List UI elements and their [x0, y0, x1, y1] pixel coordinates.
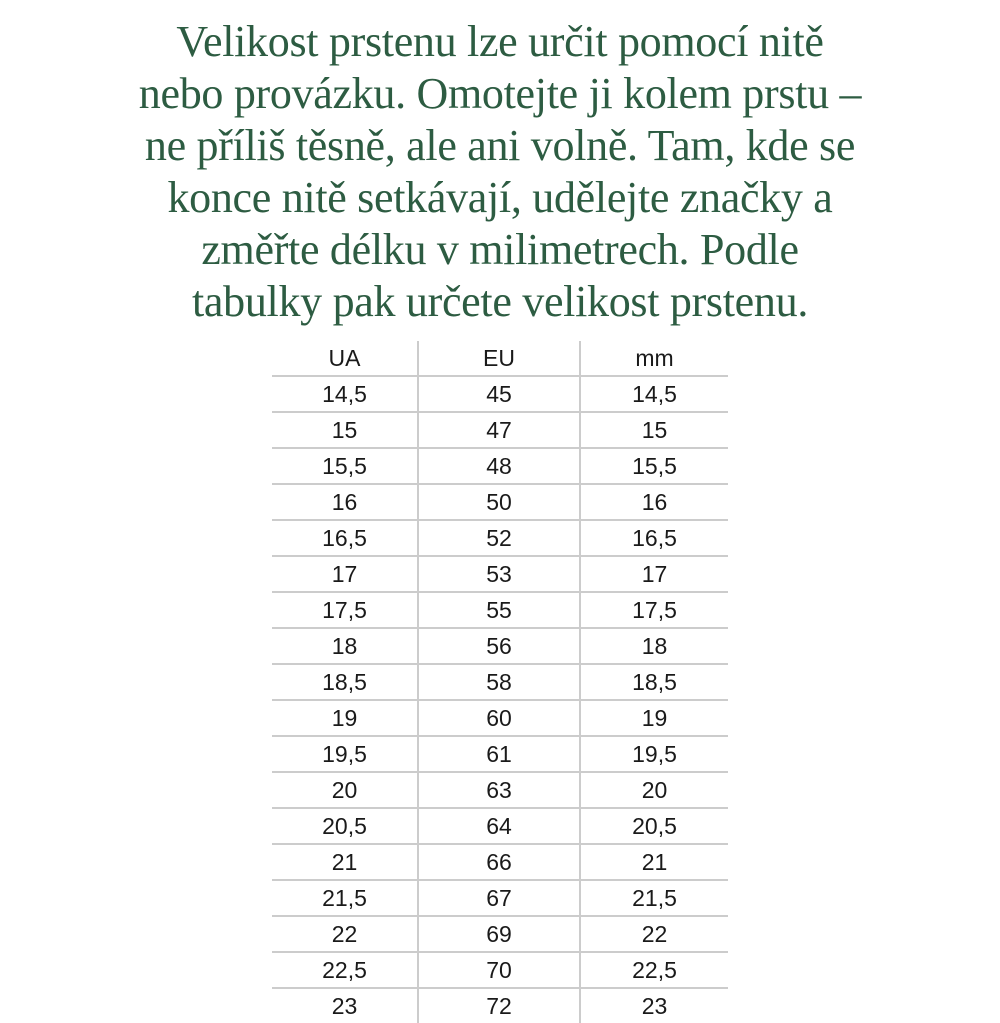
- table-cell: 45: [418, 376, 580, 412]
- table-cell: 19: [272, 700, 418, 736]
- table-cell: 22,5: [272, 952, 418, 988]
- table-cell: 48: [418, 448, 580, 484]
- table-cell: 14,5: [272, 376, 418, 412]
- table-cell: 21: [641, 848, 668, 875]
- table-cell: 60: [418, 700, 580, 736]
- table-cell: 53: [418, 556, 580, 592]
- table-cell: 52: [418, 520, 580, 556]
- table-cell: 50: [418, 484, 580, 520]
- table-row: [272, 844, 728, 880]
- table-cell: 64: [418, 808, 580, 844]
- table-cell: 16,5: [272, 520, 418, 556]
- intro-line: konce nitě setkávají, udělejte značky a: [167, 173, 833, 222]
- table-cell: 15: [272, 412, 418, 448]
- table-row: [272, 628, 728, 664]
- table-cell: 55: [418, 592, 580, 628]
- table-cell: 17,5: [272, 592, 418, 628]
- table-cell: 14,5: [632, 380, 677, 407]
- intro-line: Velikost prstenu lze určit pomocí nitě: [176, 17, 824, 66]
- table-row: [272, 988, 728, 1023]
- table-cell: 70: [418, 952, 580, 988]
- table-row: [272, 880, 728, 916]
- table-cell: 22: [641, 920, 668, 947]
- ring-size-table-head: [272, 341, 728, 376]
- table-cell: 22,5: [632, 956, 677, 983]
- table-cell: 66: [418, 844, 580, 880]
- column-header-ua: UA: [272, 341, 418, 376]
- table-cell: 23: [641, 992, 668, 1019]
- table-cell: 61: [418, 736, 580, 772]
- table-cell: 18,5: [272, 664, 418, 700]
- table-cell: 23: [272, 988, 418, 1023]
- table-row: [272, 808, 728, 844]
- table-row: [272, 412, 728, 448]
- table-cell: 58: [418, 664, 580, 700]
- ring-size-guide-page: [0, 16, 1000, 1019]
- table-row: [272, 700, 728, 736]
- table-cell: 20: [272, 772, 418, 808]
- column-header-mm: mm: [635, 344, 674, 371]
- table-cell: 21,5: [632, 884, 677, 911]
- column-header-eu: EU: [418, 341, 580, 376]
- table-row: [272, 520, 728, 556]
- table-cell: 20,5: [272, 808, 418, 844]
- intro-line: nebo provázku. Omotejte ji kolem prstu –: [138, 69, 862, 118]
- intro-text: [0, 16, 1000, 328]
- intro-line: změřte délku v milimetrech. Podle: [201, 225, 799, 274]
- table-cell: 63: [418, 772, 580, 808]
- table-cell: 19,5: [632, 740, 677, 767]
- table-cell: 18,5: [632, 668, 677, 695]
- table-cell: 16,5: [632, 524, 677, 551]
- table-cell: 17,5: [632, 596, 677, 623]
- table-row: [272, 448, 728, 484]
- table-row: [272, 664, 728, 700]
- table-row: [272, 952, 728, 988]
- table-cell: 18: [272, 628, 418, 664]
- table-cell: 56: [418, 628, 580, 664]
- table-row: [272, 772, 728, 808]
- table-cell: 15,5: [632, 452, 677, 479]
- ring-size-table: [272, 341, 728, 1023]
- header-row: [272, 341, 728, 376]
- table-cell: 19,5: [272, 736, 418, 772]
- table-row: [272, 376, 728, 412]
- table-cell: 47: [418, 412, 580, 448]
- table-row: [272, 556, 728, 592]
- table-row: [272, 592, 728, 628]
- table-cell: 20,5: [632, 812, 677, 839]
- table-row: [272, 736, 728, 772]
- ring-size-table-body: [272, 376, 728, 1023]
- table-cell: 19: [641, 704, 668, 731]
- table-cell: 20: [641, 776, 668, 803]
- table-cell: 18: [641, 632, 668, 659]
- table-cell: 15: [641, 416, 668, 443]
- table-cell: 21,5: [272, 880, 418, 916]
- table-cell: 16: [641, 488, 668, 515]
- table-cell: 17: [272, 556, 418, 592]
- intro-line: ne příliš těsně, ale ani volně. Tam, kde se: [144, 121, 856, 170]
- table-row: [272, 484, 728, 520]
- table-row: [272, 916, 728, 952]
- table-cell: 69: [418, 916, 580, 952]
- table-cell: 67: [418, 880, 580, 916]
- table-cell: 17: [641, 560, 668, 587]
- table-cell: 21: [272, 844, 418, 880]
- table-cell: 72: [418, 988, 580, 1023]
- table-cell: 16: [272, 484, 418, 520]
- intro-line: tabulky pak určete velikost prstenu.: [191, 277, 809, 326]
- table-cell: 22: [272, 916, 418, 952]
- table-cell: 15,5: [272, 448, 418, 484]
